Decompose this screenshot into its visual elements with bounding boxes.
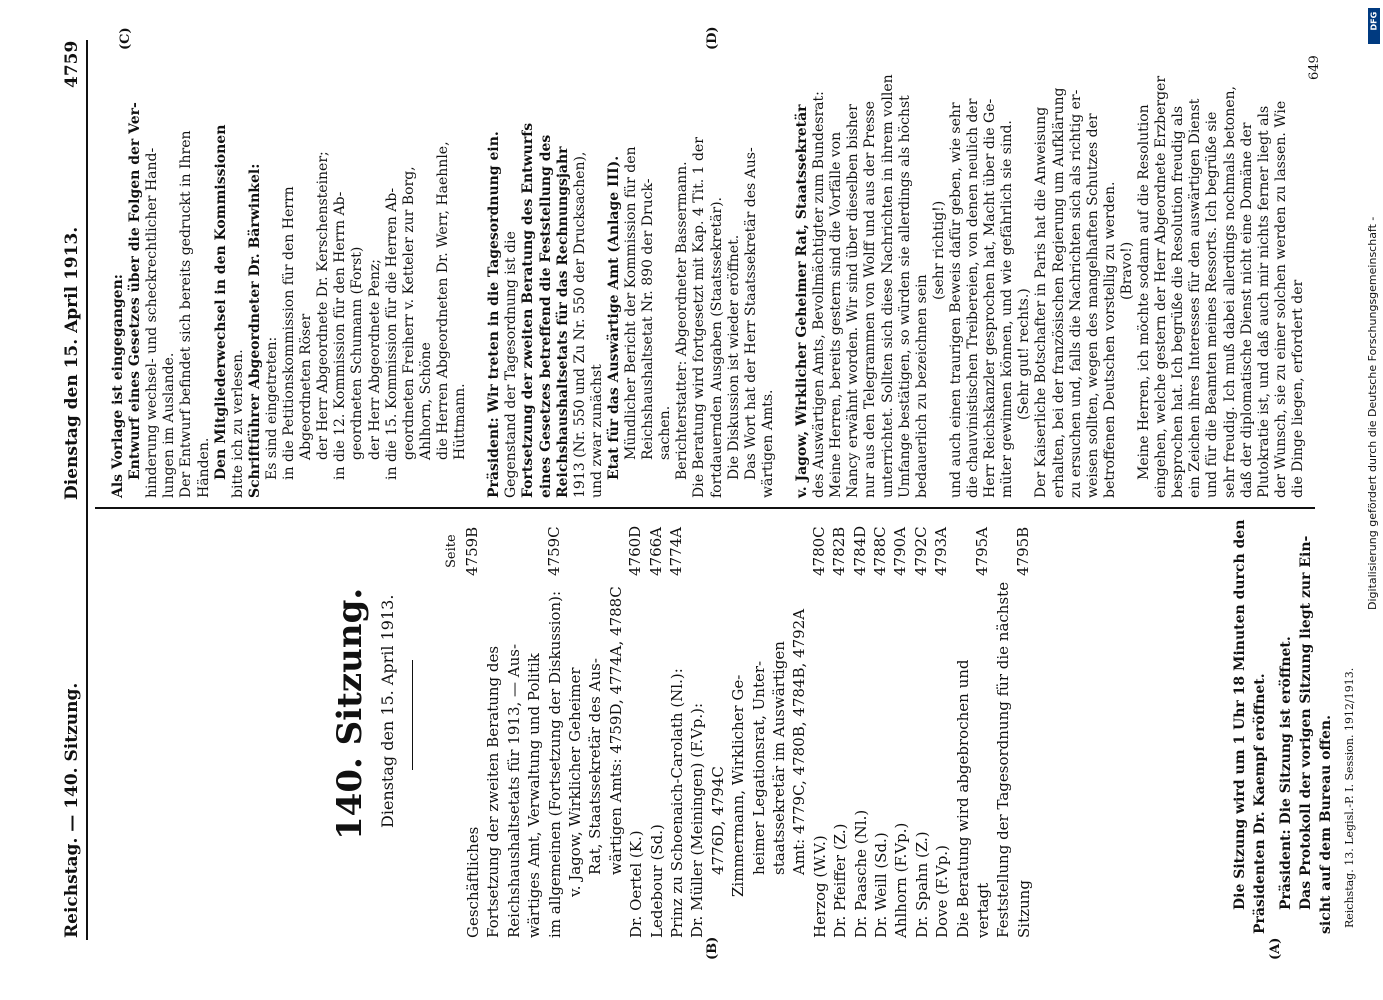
text-line: Berichterstatter: Abgeordneter Bassermann.: [674, 161, 691, 480]
text-line: geordneten Schumann (Forst): [349, 246, 366, 460]
toc-entry: Prinz zu Schoenaich-Carolath (Nl.):: [668, 668, 686, 938]
toc-entry: Ahlhorn (F.Vp.): [892, 822, 911, 938]
text-line: eingehen, welche gestern der Herr Abgeordnete Erzberger: [1153, 75, 1170, 498]
text-line: Den Mitgliederwechsel in den Kommissionen: [212, 124, 229, 480]
text-line: eines Gesetzes betreffend die Feststellung des: [537, 134, 554, 498]
toc-page-ref: 4774A: [667, 526, 685, 576]
toc-entry: Dr. Paasche (Nl.): [851, 809, 870, 938]
page-number: 4759: [62, 40, 82, 88]
column-rule: [95, 507, 1315, 509]
text-line: Nancy erwähnt worden. Wir sind über dieselben bisher: [845, 104, 862, 498]
text-line: daß der diplomatische Dienst nicht eine Domäne der: [1238, 122, 1255, 498]
text-line: der Wunsch, sie zu einer solchen werden zu lassen. Wie: [1272, 100, 1289, 498]
text-line: bitte ich zu verlesen.: [229, 349, 246, 498]
toc-entry: Sitzung: [1014, 880, 1033, 938]
toc-page-ref: 4759B: [463, 526, 481, 576]
toc-page-ref: 4795B: [1013, 526, 1032, 576]
toc-page-ref: 4790A: [891, 526, 910, 576]
toc-entry: Dove (F.Vp.): [933, 845, 952, 938]
text-line: sachen.: [657, 405, 674, 460]
text-line: Die Beratung wird fortgesetzt mit Kap. 4 Tit. 1 der: [691, 137, 708, 498]
text-line: in die 15. Kommission für die Herren Ab-: [383, 187, 400, 480]
text-line: betroffenen Deutschen vorstellig zu werden.: [1101, 181, 1118, 498]
margin-mark-c: (C): [118, 27, 133, 50]
toc-entry: v. Jagow, Wirklicher Geheimer: [566, 667, 584, 897]
header-center: Dienstag den 15. April 1913.: [62, 226, 82, 500]
toc-page-ref: 4759C: [544, 526, 563, 576]
text-line: die chauvinistischen Treibereien, von denen neulich der: [965, 98, 981, 498]
dfg-logo: [1368, 8, 1380, 44]
toc-entry: Geschäftliches: [464, 826, 482, 938]
toc-entry: wärtiges Amt, Verwaltung und Politik: [525, 653, 544, 938]
text-line: Reichshaushaltsetats für das Rechnungsjahr: [554, 146, 571, 498]
text-line: bedauerlich zu bezeichnen sein: [913, 274, 930, 498]
text-line: der Herr Abgeordnete Dr. Kerschensteiner;: [315, 151, 332, 460]
toc-entry: Dr. Oertel (K.): [627, 830, 646, 938]
text-line: Der Kaiserliche Botschafter in Paris hat die Anweisung: [1033, 106, 1050, 498]
toc-entry: Reichshaushaltsetats für 1913, — Aus-: [504, 643, 523, 938]
toc-entry: Amt: 4779C, 4780B, 4784B, 4792A: [790, 608, 809, 875]
text-line: v. Jagow, Wirklicher Geheimer Rat, Staatssekretär: [794, 104, 810, 498]
toc-entry: Dr. Weill (Sd.): [872, 832, 890, 938]
opening-line: Präsidenten Dr. Kaempf eröffnet.: [1252, 673, 1268, 934]
text-line: in die 12. Kommission für den Herrn Ab-: [332, 191, 349, 480]
text-line: 1913 (Nr. 550 und Zu Nr. 550 der Drucksachen),: [571, 151, 588, 498]
digitization-note: Digitalisierung gefördert durch die Deutsche Forschungsgemeinschaft -: [1366, 216, 1379, 610]
text-line: Hüttmann.: [452, 383, 468, 460]
toc-entry: Rat, Staatssekretär des Aus-: [586, 658, 605, 875]
toc-entry: 4776D, 4794C: [708, 766, 727, 875]
dfg-logo-text: DFG: [1369, 11, 1379, 31]
text-line: Das Wort hat der Herr Staatssekretär des Aus-: [742, 147, 759, 480]
text-line: (Sehr gut! rechts.): [1016, 288, 1033, 420]
text-line: Gegenstand der Tagesordnung ist die: [503, 231, 520, 498]
text-line: Etat für das Auswärtige Amt (Anlage III).: [605, 155, 622, 480]
text-line: Plutokratie ist, und daß auch mir nichts ferner liegt als: [1255, 105, 1272, 498]
text-line: Meine Herren, ich möchte sodann auf die Resolution: [1136, 104, 1152, 480]
toc-page-ref: 4788C: [871, 526, 889, 576]
bottom-number: 649: [1307, 55, 1322, 80]
text-line: ein Zeichen ihres Interesses für den auswärtigen Dienst: [1187, 98, 1204, 498]
toc-entry: Zimmermann, Wirklicher Ge-: [729, 674, 748, 897]
margin-mark-d: (D): [705, 26, 720, 50]
text-line: der Herr Abgeordnete Penz;: [366, 259, 383, 460]
text-line: nur aus den Telegrammen von Wolff und aus der Presse: [862, 101, 879, 498]
toc-page-ref: 4780C: [809, 526, 828, 576]
toc-entry: Fortsetzung der zweiten Beratung des: [484, 645, 503, 938]
text-line: Als Vorlage ist eingegangen:: [110, 274, 126, 498]
opening-line: Die Sitzung wird um 1 Uhr 18 Minuten durch den: [1232, 519, 1248, 910]
toc-page-ref: 4782B: [830, 526, 849, 576]
toc-entry: Dr. Spahn (Z.): [912, 831, 931, 938]
text-line: hinderung wechsel- und scheckrechtlicher Hand-: [144, 147, 161, 498]
text-line: Ahlhorn, Schöne: [417, 342, 434, 460]
text-line: Fortsetzung der zweiten Beratung des Entwurfs: [520, 122, 537, 498]
toc-entry: im allgemeinen (Fortsetzung der Diskussion):: [545, 590, 564, 938]
text-line: Mündlicher Bericht der Kommission für den: [623, 146, 639, 460]
text-line: Es sind eingetreten:: [263, 336, 280, 480]
text-line: müter gewinnen können, und wie gefährlich sie sind.: [999, 120, 1016, 498]
text-line: und zwar zunächst: [588, 364, 605, 498]
text-line: Meine Herren, bereits gestern sind die Vorfälle von: [828, 131, 845, 498]
text-line: (Bravo!): [1118, 241, 1135, 300]
text-line: Abgeordneten Röser: [298, 313, 315, 460]
text-line: Der Entwurf befindet sich bereits gedruckt in Ihren: [178, 130, 195, 498]
margin-mark-a: (A): [1268, 937, 1283, 960]
text-line: fortdauernden Ausgaben (Staatssekretär).: [708, 197, 725, 498]
toc-page-ref: 4784D: [850, 525, 869, 576]
text-line: Die Diskussion ist wieder eröffnet.: [725, 234, 742, 480]
text-line: (sehr richtig!): [930, 200, 947, 300]
text-line: und für die Beamten meines Ressorts. Ich begrüße sie: [1204, 111, 1221, 498]
text-line: lungen im Auslande.: [161, 352, 178, 498]
text-line: die Dinge liegen, erfordert der: [1289, 279, 1306, 498]
toc-page-ref: 4795A: [973, 526, 991, 576]
toc-page-ref: 4760D: [626, 525, 645, 576]
opening-line: Das Protokoll der vorigen Sitzung liegt zur Ein-: [1298, 535, 1314, 910]
opening-line: sicht auf dem Bureau offen.: [1318, 715, 1334, 934]
text-line: besprochen hat. Ich begrüße die Resolution freudig als: [1170, 106, 1187, 498]
toc-entry: Dr. Pfeiffer (Z.): [831, 823, 850, 938]
toc-entry: staatssekretär im Auswärtigen: [770, 641, 788, 875]
seite-label: Seite: [444, 534, 459, 568]
session-date: Dienstag den 15. April 1913.: [378, 594, 397, 828]
text-line: Herr Reichskanzler gesprochen hat, Macht über die Ge-: [982, 98, 999, 498]
toc-entry: vertagt: [974, 882, 992, 938]
footer-session: Reichstag. 13. Legisl.-P. I. Session. 1912/1913.: [1343, 667, 1356, 928]
margin-mark-b: (B): [705, 936, 720, 960]
text-line: Händen.: [195, 437, 212, 498]
text-line: zu ersuchen und, falls die Nachrichten sich als richtig er-: [1067, 89, 1084, 498]
toc-entry: Herzog (W.V.): [810, 835, 829, 938]
toc-page-ref: 4792C: [911, 526, 930, 576]
header-left: Reichstag. — 140. Sitzung.: [62, 682, 82, 938]
text-line: wärtigen Amts.: [759, 389, 776, 498]
text-line: sehr freudig. Ich muß dabei allerdings nochmals betonen,: [1221, 86, 1238, 498]
text-line: unterrichtet. Sollten sich diese Nachrichten in ihrem vollen: [879, 74, 896, 498]
opening-line: Präsident: Die Sitzung ist eröffnet.: [1278, 636, 1294, 910]
session-title: 140. Sitzung.: [330, 587, 370, 840]
text-line: in die Petitionskommission für den Herrn: [281, 186, 297, 480]
toc-page-ref: 4766A: [646, 526, 665, 576]
text-line: und auch einen traurigen Beweis dafür geben, wie sehr: [947, 102, 964, 498]
title-rule: [412, 660, 413, 770]
toc-entry: Ledebour (Sd.): [647, 824, 666, 938]
text-line: des Auswärtigen Amts, Bevollmächtigter zum Bundesrat:: [811, 91, 828, 498]
text-line: erhalten, bei der französischen Regierung um Aufklärung: [1050, 87, 1067, 498]
text-line: weisen sollten, wegen des mangelhaften Schutzes der: [1084, 113, 1101, 498]
text-line: Entwurf eines Gesetzes über die Folgen der Ver-: [127, 102, 144, 480]
text-line: Umfange bestätigen, so würden sie allerdings als höchst: [896, 95, 913, 498]
toc-entry: Feststellung der Tagesordnung für die nächste: [994, 581, 1013, 938]
header-rule: [86, 40, 88, 940]
toc-entry: heimer Legationsrat, Unter-: [749, 660, 768, 875]
text-line: Reichshaushaltsetat Nr. 890 der Druck-: [640, 178, 657, 460]
text-line: geordneten Freiherr v. Ketteler zur Borg,: [400, 166, 417, 460]
text-line: die Herren Abgeordneten Dr. Werr, Haehnle,: [434, 141, 451, 460]
toc-page-ref: 4793A: [932, 526, 951, 576]
text-line: Präsident: Wir treten in die Tagesordnung ein.: [486, 131, 503, 498]
toc-entry: Die Beratung wird abgebrochen und: [953, 659, 972, 938]
toc-entry: wärtigen Amts: 4759D, 4774A, 4788C: [606, 586, 625, 875]
toc-entry: Dr. Müller (Meiningen) (F.Vp.):: [688, 702, 707, 938]
text-line: Schriftführer Abgeordneter Dr. Bärwinkel:: [246, 163, 263, 498]
